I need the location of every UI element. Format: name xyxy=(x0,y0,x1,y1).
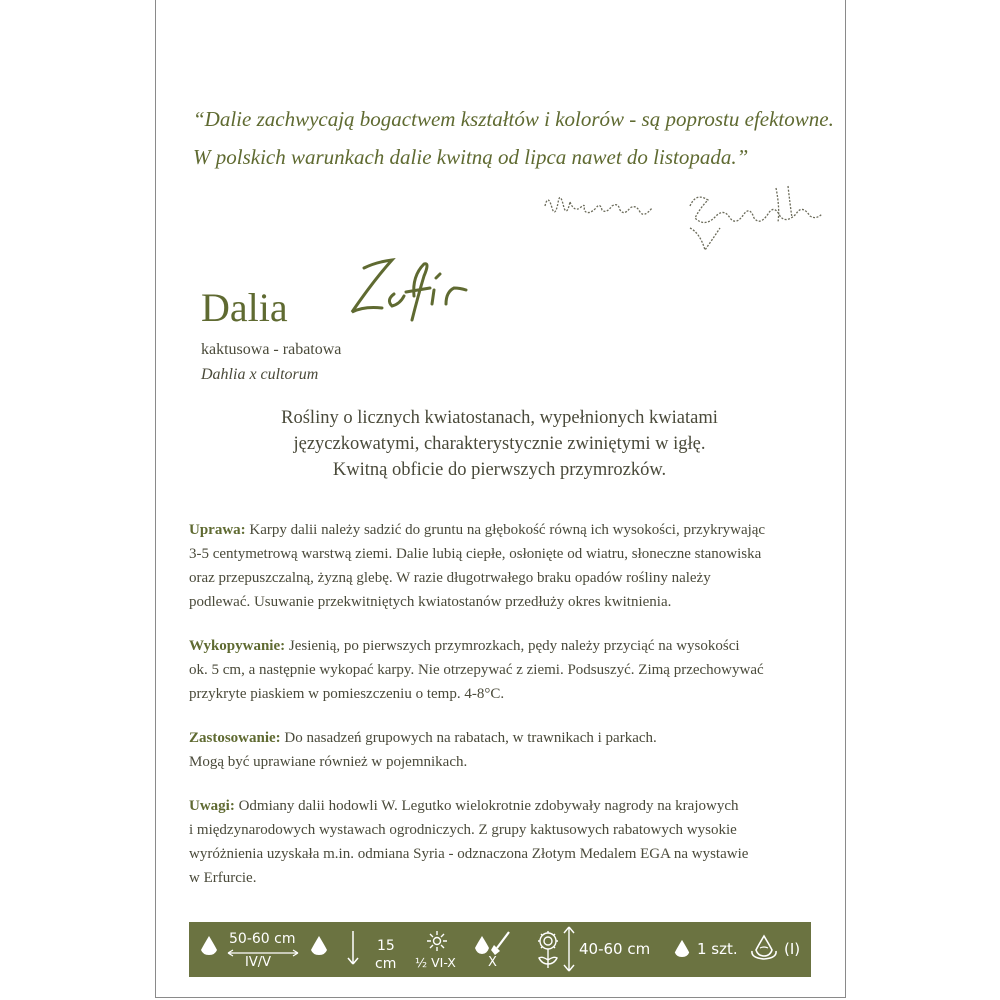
section-text: 3-5 centymetrową warstwą ziemi. Dalie lubią ciepłe, osłonięte od wiatru, słoneczne stanowiska xyxy=(189,546,762,562)
section-text: Karpy dalii należy sadzić do gruntu na głębokość równą ich wysokości, przykrywając xyxy=(245,522,766,538)
info-bar xyxy=(189,922,811,977)
planting-months: IV/V xyxy=(245,955,271,970)
quote-line-1: “Dalie zachwycają bogactwem kształtów i kolorów - są poprostu efektowne. xyxy=(193,107,834,131)
section-text: wyróżnienia uzyskała m.in. odmiana Syria - odznaczona Złotym Medalem EGA na wystawie xyxy=(189,846,749,862)
tuber-icon xyxy=(309,934,329,956)
variety-name-script xyxy=(334,256,474,326)
depth-value: 15 xyxy=(377,938,395,954)
sun-flower-icon xyxy=(426,930,448,952)
spacing-value: 50-60 cm xyxy=(229,931,296,947)
section-label-uprawa: Uprawa: xyxy=(189,522,246,538)
shovel-icon xyxy=(473,930,513,956)
section-text: Jesienią, po pierwszych przymrozkach, pędy należy przyciąć na wysokości xyxy=(285,638,740,654)
lead-paragraph xyxy=(155,405,844,483)
section-text: Mogą być uprawiane również w pojemnikach. xyxy=(189,754,468,770)
section-text: i międzynarodowych wystawach ogrodniczych. Z grupy kaktusowych rabatowych wysokie xyxy=(189,822,737,838)
section-text: przykryte piaskiem w pomieszczeniu o temp. 4-8°C. xyxy=(189,686,505,702)
quote-line-2: W polskich warunkach dalie kwitną od lipca nawet do listopada.” xyxy=(193,145,749,169)
height-arrow-icon xyxy=(563,926,575,972)
section-text: oraz przepuszczalną, żyzną glebę. W razie długotrwałego braku opadów rośliny należy xyxy=(189,570,711,586)
quantity: 1 szt. xyxy=(697,940,738,958)
lead-line-1: Rośliny o licznych kwiatostanach, wypełnionych kwiatami xyxy=(281,408,718,428)
section-label-zastosowanie: Zastosowanie: xyxy=(189,730,281,746)
down-arrow-icon xyxy=(347,930,359,966)
section-text: w Erfurcie. xyxy=(189,870,257,886)
section-wykopywanie xyxy=(189,634,839,706)
section-zastosowanie xyxy=(189,726,839,774)
signature-image xyxy=(540,178,825,268)
bloom-period: ½ VI-X xyxy=(415,955,456,970)
lead-line-2: języczkowatymi, charakterystycznie zwiniętymi w igłę. xyxy=(293,434,706,454)
section-uprawa xyxy=(189,518,839,614)
class-label: (I) xyxy=(784,940,801,958)
quote xyxy=(193,100,833,176)
product-subtitle: kaktusowa - rabatowa xyxy=(201,341,342,358)
dig-month: X xyxy=(488,955,497,970)
section-label-wykopywanie: Wykopywanie: xyxy=(189,638,286,654)
product-title: Dalia xyxy=(201,285,288,330)
tuber-icon xyxy=(199,934,219,956)
section-text: podlewać. Usuwanie przekwitniętych kwiatostanów przedłuży okres kwitnienia. xyxy=(189,594,672,610)
depth-unit: cm xyxy=(375,956,397,972)
flower-icon xyxy=(534,928,562,970)
latin-name: Dahlia x cultorum xyxy=(201,366,319,383)
section-text: Odmiany dalii hodowli W. Legutko wielokrotnie zdobywały nagrody na krajowych xyxy=(234,798,739,814)
tuber-icon xyxy=(673,938,691,958)
section-uwagi xyxy=(189,794,839,890)
package-icon xyxy=(748,934,780,962)
lead-line-3: Kwitną obficie do pierwszych przymrozków. xyxy=(332,460,667,480)
section-label-uwagi: Uwagi: xyxy=(189,798,235,814)
height-value: 40-60 cm xyxy=(579,940,651,958)
section-text: Do nasadzeń grupowych na rabatach, w trawnikach i parkach. xyxy=(280,730,657,746)
section-text: ok. 5 cm, a następnie wykopać karpy. Nie otrzepywać z ziemi. Podsuszyć. Zimą przechowywać xyxy=(189,662,764,678)
